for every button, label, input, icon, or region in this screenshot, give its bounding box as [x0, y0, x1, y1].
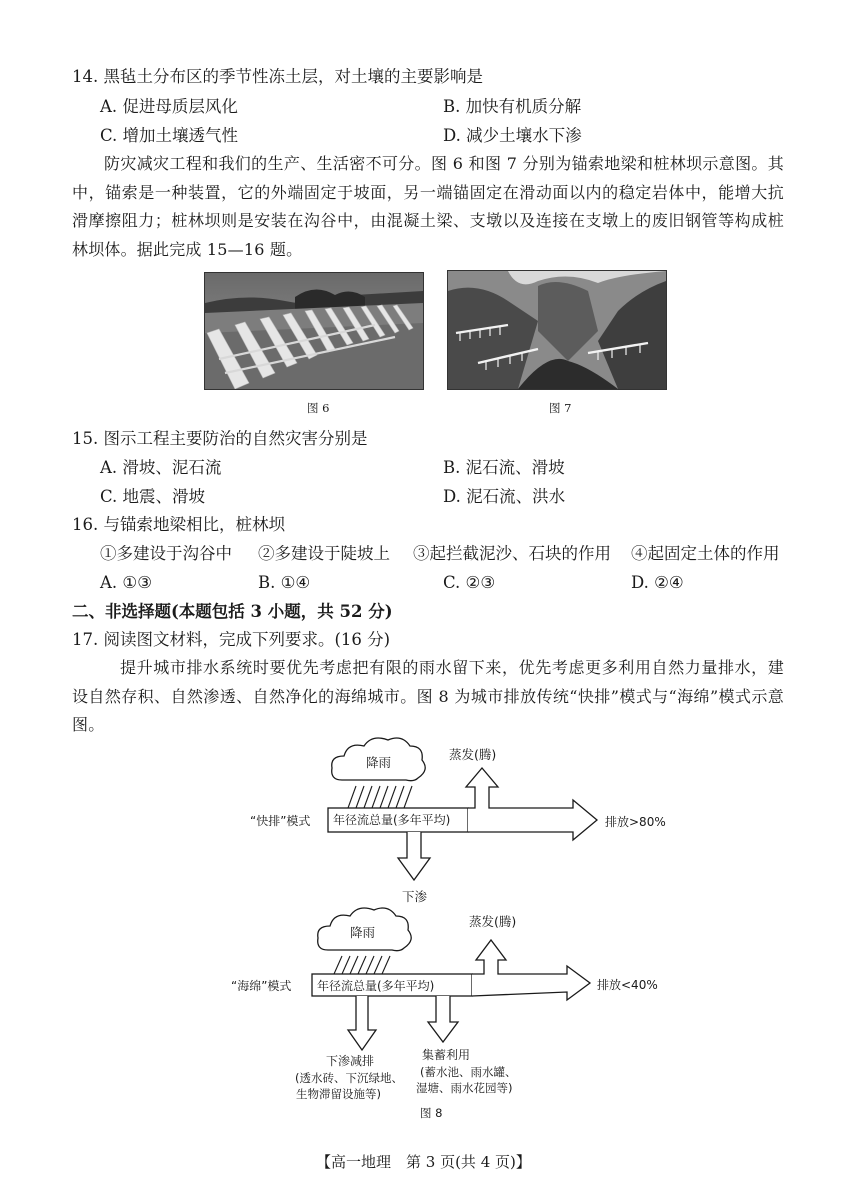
diagram1-evaporation-label: 蒸发(腾) [449, 747, 497, 762]
q14-option-a: A. 促进母质层风化 [100, 97, 238, 116]
q15-stem: 15. 图示工程主要防治的自然灾害分别是 [72, 429, 368, 448]
passage-15-16: 防灾减灾工程和我们的生产、生活密不可分。图 6 和图 7 分别为锚索地梁和桩林坝示意图。其中，锚索是一种装置，它的外端固定于坡面，另一端锚固定在滑动面以内的稳定岩体中，能增大抗滑摩擦阻力；桩林坝则是安装在沟谷中，由混凝土梁、支墩以及连接在支墩上的废旧钢管等构成桩林坝体。据此完成 15—16 题。 [72, 154, 784, 259]
q16-stem: 16. 与锚索地梁相比，桩林坝 [72, 515, 285, 534]
figure-7-caption: 图 7 [549, 401, 572, 415]
q14-stem: 14. 黑毡土分布区的季节性冻土层，对土壤的主要影响是 [72, 67, 483, 86]
diagram1-runoff-label: 年径流总量(多年平均) [333, 813, 451, 827]
q16-statement-2: ②多建设于陡坡上 [258, 544, 390, 563]
q17-stem: 17. 阅读图文材料，完成下列要求。(16 分) [72, 630, 391, 649]
diagram2-collection-title: 集蓄利用 [422, 1048, 471, 1062]
diagram1-discharge-label: 排放>80% [605, 815, 666, 829]
discharge-arrow-icon [472, 940, 590, 1000]
passage-17: 提升城市排水系统时要优先考虑把有限的雨水留下来，优先考虑更多利用自然力量排水，建设自然存积、自然渗透、自然净化的海绵城市。图 8 为城市排放传统“快排”模式与“海绵”模式示意图。 [72, 658, 784, 734]
diagram1-mode-label: “快排”模式 [250, 814, 311, 828]
q16-option-d: D. ②④ [631, 573, 684, 592]
q14-option-b: B. 加快有机质分解 [443, 97, 582, 116]
section-2-heading: 二、非选择题(本题包括 3 小题，共 52 分) [72, 602, 393, 621]
diagram2-infiltration-title: 下渗减排 [326, 1054, 375, 1068]
q16-statement-1: ①多建设于沟谷中 [100, 544, 232, 563]
page-footer: 【高一地理 第 3 页(共 4 页)】 [316, 1153, 531, 1171]
q16-statement-3: ③起拦截泥沙、石块的作用 [413, 544, 611, 563]
rain-streaks [334, 956, 390, 974]
diagram2-collection-detail-2: 湿塘、雨水花园等) [416, 1081, 513, 1095]
q14-option-c: C. 增加土壤透气性 [100, 126, 239, 145]
diagram2-rain-label: 降雨 [350, 925, 376, 940]
diagram2-runoff-label: 年径流总量(多年平均) [317, 979, 435, 993]
q15-option-c: C. 地震、滑坡 [100, 487, 206, 506]
q16-option-a: A. ①③ [100, 573, 152, 592]
q15-option-b: B. 泥石流、滑坡 [443, 458, 565, 477]
diagram1-rain-label: 降雨 [366, 755, 392, 770]
diagram1-infiltration-label: 下渗 [402, 889, 428, 904]
diagram2-mode-label: “海绵”模式 [231, 979, 292, 993]
collection-arrow-icon [428, 996, 458, 1042]
q15-option-d: D. 泥石流、洪水 [443, 487, 566, 506]
discharge-arrow-icon [466, 768, 597, 840]
q16-option-b: B. ①④ [258, 573, 311, 592]
q16-option-c: C. ②③ [443, 573, 496, 592]
diagram2-collection-detail-1: (蓄水池、雨水罐、 [420, 1065, 517, 1079]
figure-8-caption: 图 8 [420, 1106, 443, 1120]
q14-option-d: D. 减少土壤水下渗 [443, 126, 582, 145]
rain-streaks [348, 786, 412, 808]
diagram2-discharge-label: 排放<40% [597, 978, 658, 992]
q15-option-a: A. 滑坡、泥石流 [100, 458, 222, 477]
diagram2-infiltration-detail-1: (透水砖、下沉绿地、 [295, 1071, 403, 1085]
infiltration-arrow-icon [398, 832, 430, 880]
figure-6-caption: 图 6 [307, 401, 330, 415]
q16-statement-4: ④起固定土体的作用 [631, 544, 780, 563]
diagram2-evaporation-label: 蒸发(腾) [469, 914, 517, 929]
infiltration-arrow-icon [348, 996, 376, 1050]
diagram2-infiltration-detail-2: 生物滞留设施等) [296, 1087, 381, 1101]
